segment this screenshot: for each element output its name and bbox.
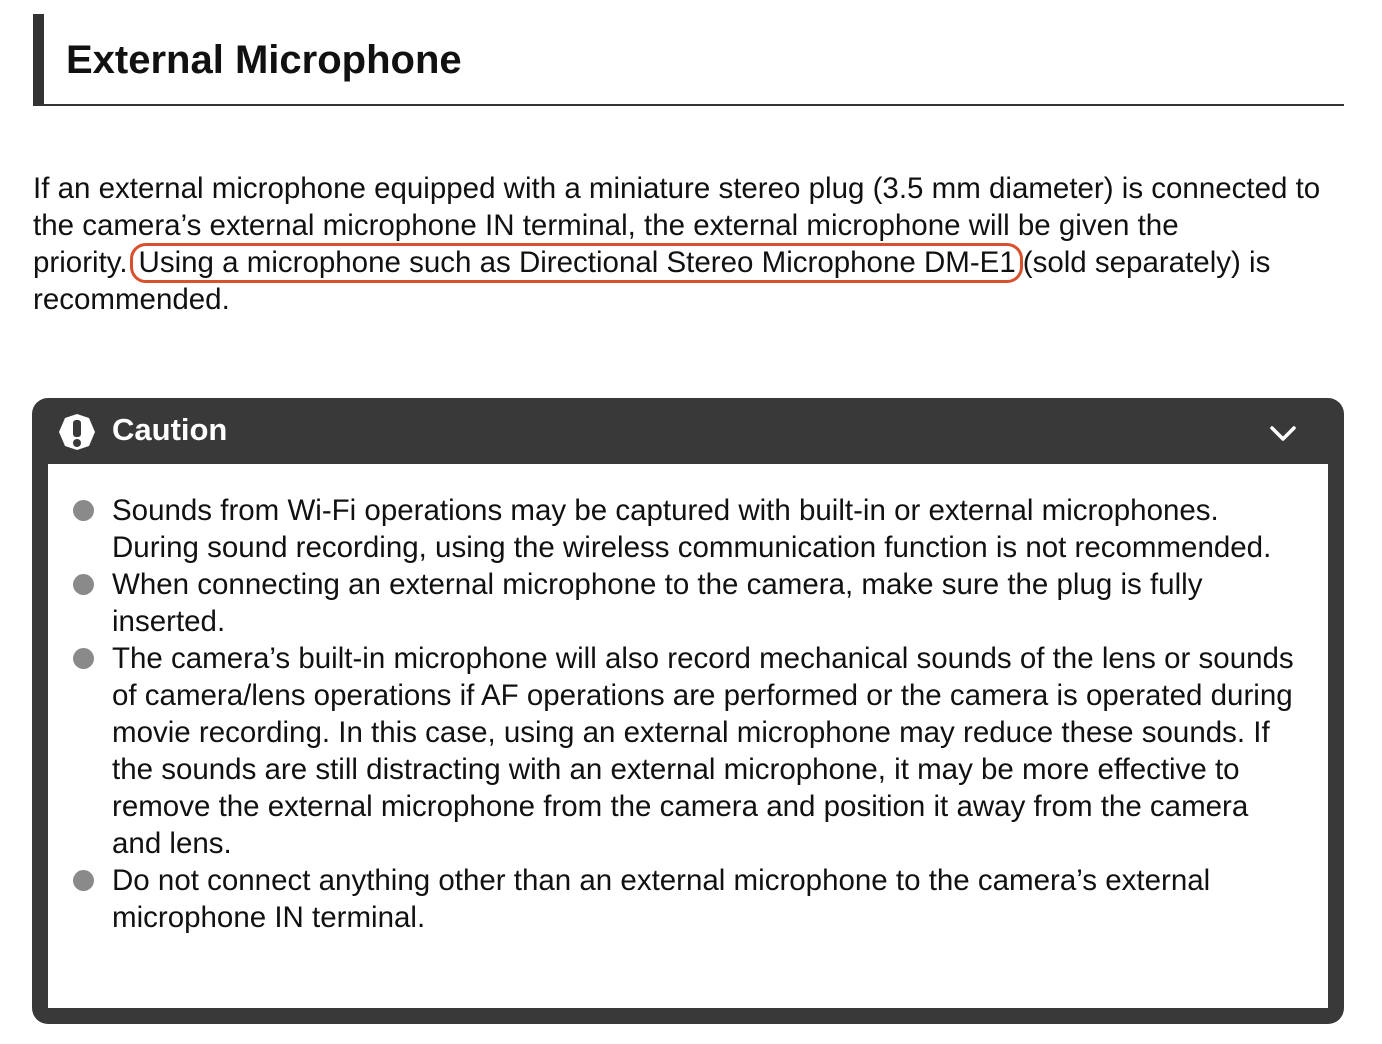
highlighted-recommendation: Using a microphone such as Directional Stereo Microphone DM-E1 [130,243,1023,283]
chevron-down-icon[interactable] [1268,422,1298,444]
intro-paragraph [33,170,1353,318]
caution-body [48,464,1328,1008]
caution-item [48,566,1328,640]
caution-item-text: When connecting an external microphone to the camera, make sure the plug is fully inserted. [112,568,1203,638]
caution-item [48,862,1328,936]
caution-title: Caution [112,412,228,447]
intro-text: If an external microphone equipped with a miniature stereo plug (3.5 mm diameter) is connected to the camera’s external microphone IN terminal, the external microphone will be given the priority. [33,172,1321,279]
caution-item-text: Do not connect anything other than an external microphone to the camera’s external microphone IN terminal. [112,864,1211,934]
caution-panel [32,398,1344,1024]
caution-item-text: The camera’s built-in microphone will also record mechanical sounds of the lens or sounds of camera/lens operations if AF operations are performed or the camera is operated during movie recording. In this case, using an external microphone may reduce these sounds. If the sounds are still distracting with an external microphone, it may be more effective to remove the external microphone from the camera and position it away from the camera and lens. [112,642,1294,860]
bullet-icon [73,870,94,891]
bullet-icon [73,500,94,521]
exclamation-icon [58,413,96,451]
bullet-icon [73,574,94,595]
caution-header[interactable] [32,398,1344,464]
intro-text-end: (sold separately) is recommended. [33,246,1271,316]
section-header [33,14,1344,106]
caution-item [48,640,1328,862]
caution-item-text: Sounds from Wi-Fi operations may be captured with built-in or external microphones. During sound recording, using the wireless communication function is not recommended. [112,494,1272,564]
bullet-icon [73,648,94,669]
caution-item [48,492,1328,566]
page-title: External Microphone [66,38,462,82]
caution-list [48,492,1328,936]
